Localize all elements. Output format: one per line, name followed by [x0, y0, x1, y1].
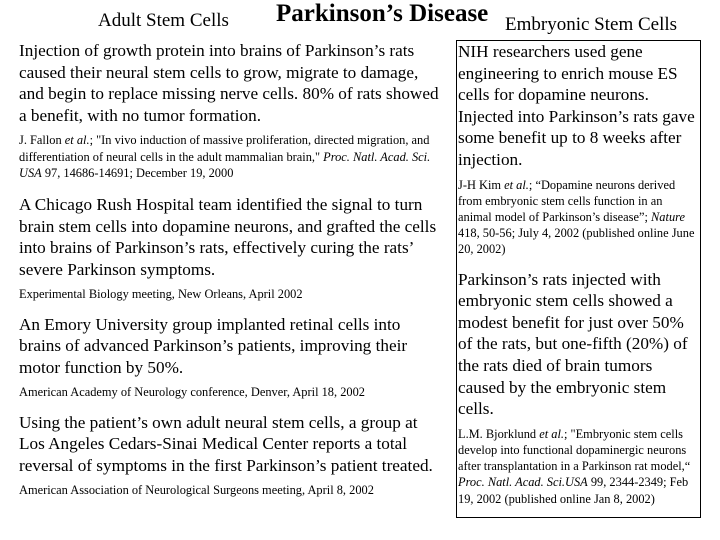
- embryonic-finding-1: NIH researchers used gene engineering to enrich mouse ES cells for dopamine neurons. Injected into Parkinson’s rats gave some benefit up to 8 weeks after injection.: [458, 42, 695, 169]
- adult-stem-cells-column: [19, 40, 446, 499]
- embryonic-stem-cells-column: [456, 40, 701, 518]
- adult-finding-4: Using the patient’s own adult neural stem cells, a group at Los Angeles Cedars-Sinai Medical Center reports a total reversal of symptoms in the first Parkinson’s patient treated.: [19, 412, 433, 475]
- embryonic-citation-1: J-H Kim et al.; “Dopamine neurons derived from embryonic stem cells function in an animal model of Parkinson’s disease”; Nature 418, 50-56; July 4, 2002 (published online June 20, 2002): [458, 177, 695, 257]
- adult-finding-3: An Emory University group implanted retinal cells into brains of advanced Parkinson’s patients, improving their motor function by 50%.: [19, 314, 408, 377]
- page-title: Parkinson’s Disease: [276, 0, 489, 27]
- embryonic-citation-2: L.M. Bjorklund et al.; "Embryonic stem cells develop into functional dopaminergic neurons after transplantation in a Parkinson rat model,“ Proc. Natl. Acad. Sci.USA 99, 2344-2349; Feb 19, 2002 (published online Jan 8, 2002): [458, 426, 691, 506]
- adult-stem-cells-heading: Adult Stem Cells: [98, 10, 229, 31]
- adult-citation-3: American Academy of Neurology conference, Denver, April 18, 2002: [19, 385, 365, 400]
- adult-finding-2: A Chicago Rush Hospital team identified the signal to turn brain stem cells into dopamine neurons, and grafted the cells into brains of Parkinson’s rats, effectively curing the rats’ severe Parkinson symptoms.: [19, 194, 437, 279]
- adult-citation-2: Experimental Biology meeting, New Orleans, April 2002: [19, 287, 303, 302]
- adult-citation-1: J. Fallon et al.; "In vivo induction of massive proliferation, directed migration, and differentiation of neural cells in the adult mammalian brain," Proc. Natl. Acad. Sci. USA 97, 14686-14691; December 19, 2000: [19, 133, 431, 180]
- embryonic-stem-cells-heading: Embryonic Stem Cells: [505, 14, 678, 35]
- adult-citation-4: American Association of Neurological Surgeons meeting, April 8, 2002: [19, 483, 374, 498]
- adult-finding-1: Injection of growth protein into brains of Parkinson’s rats caused their neural stem cells to grow, migrate to damage, and begin to replace missing nerve cells. 80% of rats showed a benefit, with no tumor formation.: [19, 41, 439, 125]
- embryonic-finding-2: Parkinson’s rats injected with embryonic stem cells showed a modest benefit for just over 50% of the rats, but one-fifth (20%) of the rats died of brain tumors caused by the embryonic stem cells.: [458, 269, 688, 419]
